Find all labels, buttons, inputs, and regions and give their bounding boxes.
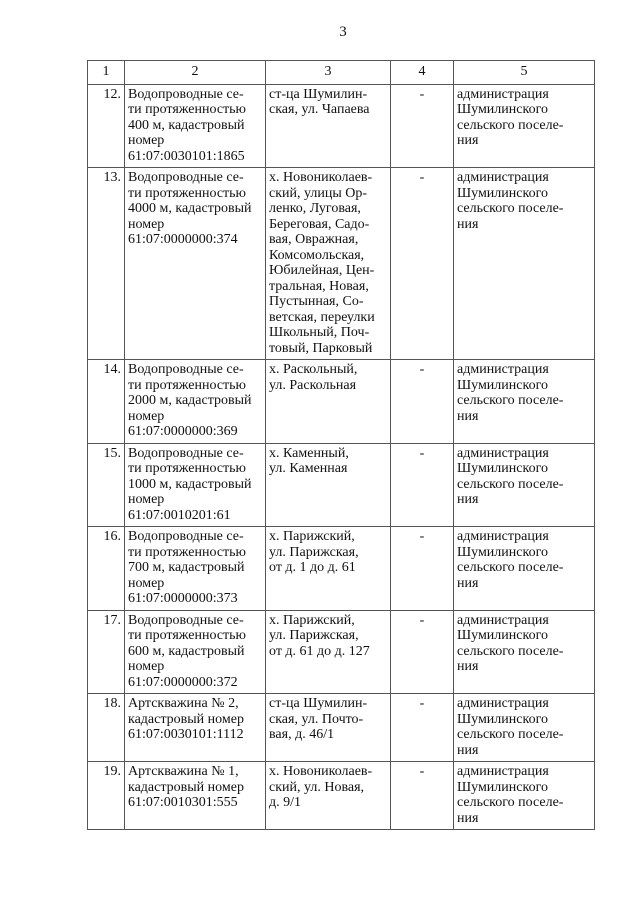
row-number-cell [88,84,125,168]
row-number-text: 12. [103,86,121,102]
header-col-3: 3 [266,61,391,85]
col4-text: - [419,86,425,102]
location-cell [266,527,391,611]
object-name-cell [125,527,266,611]
object-name-cell [125,610,266,694]
table-row [88,527,595,611]
holder-cell [454,610,595,694]
holder-cell [454,443,595,527]
row-number-text: 13. [103,170,121,185]
object-name-text: Водопроводные се- ти протяженностью 2000 м, кадастровый номер 61:07:0000000:369 [128,362,252,439]
row-number-cell [88,443,125,527]
object-name-text: Артскважина № 2, кадастровый номер 61:07:0030101:1112 [128,696,244,742]
object-name-text: Водопроводные се- ти протяженностью 400 м, кадастровый номер 61:07:0030101:1865 [128,86,247,164]
holder-cell [454,694,595,762]
holder-cell [454,168,595,360]
holder-cell [454,527,595,611]
object-name-text: Водопроводные се- ти протяженностью 600 м, кадастровый номер 61:07:0000000:372 [128,612,247,690]
location-text: х. Раскольный, ул. Раскольная [269,362,358,393]
col4-cell [391,168,454,360]
location-text: х. Парижский, ул. Парижская, от д. 61 до д. 127 [269,612,370,659]
header-col-5: 5 [454,61,595,85]
object-name-cell [125,443,266,527]
table-row [88,360,595,444]
row-number-text: 17. [103,612,121,628]
location-cell [266,360,391,444]
row-number-cell [88,527,125,611]
holder-text: администрация Шумилинского сельского поселе- ния [457,170,564,232]
table-row [88,443,595,527]
col4-text: - [419,529,425,544]
page-number: 3 [339,24,347,40]
location-text: х. Каменный, ул. Каменная [269,445,349,476]
location-text: ст-ца Шумилин- ская, ул. Почто- вая, д. 46/1 [269,696,368,742]
location-cell [266,610,391,694]
property-table [87,60,595,830]
row-number-text: 15. [103,445,121,461]
location-cell [266,443,391,527]
col4-cell [391,694,454,762]
object-name-cell [125,694,266,762]
holder-text: администрация Шумилинского сельского поселе- ния [457,612,564,674]
col4-text: - [419,696,425,711]
holder-cell [454,360,595,444]
object-name-text: Водопроводные се- ти протяженностью 700 м, кадастровый номер 61:07:0000000:373 [128,529,247,606]
table-row [88,610,595,694]
table-header-row [88,61,595,85]
location-cell [266,168,391,360]
col4-text: - [419,764,425,779]
row-number-cell [88,762,125,830]
location-text: х. Парижский, ул. Парижская, от д. 1 до д. 61 [269,529,359,575]
table-row [88,168,595,360]
header-col-2: 2 [125,61,266,85]
location-text: х. Новониколаев- ский, ул. Новая, д. 9/1 [269,764,373,810]
holder-cell [454,84,595,168]
table-row [88,762,595,830]
location-cell [266,84,391,168]
object-name-text: Водопроводные се- ти протяженностью 1000 м, кадастровый номер 61:07:0010201:61 [128,445,252,523]
col4-text: - [419,362,425,377]
object-name-text: Водопроводные се- ти протяженностью 4000 м, кадастровый номер 61:07:0000000:374 [128,170,252,247]
holder-text: администрация Шумилинского сельского поселе- ния [457,764,564,826]
col4-cell [391,84,454,168]
col4-text: - [419,170,425,185]
table-row [88,694,595,762]
row-number-text: 16. [103,529,121,544]
table-row [88,84,595,168]
location-cell [266,762,391,830]
header-col-4: 4 [391,61,454,85]
holder-text: администрация Шумилинского сельского поселе- ния [457,86,564,148]
col4-text: - [419,612,425,628]
object-name-cell [125,84,266,168]
holder-text: администрация Шумилинского сельского поселе- ния [457,362,564,424]
row-number-text: 14. [103,362,121,377]
row-number-cell [88,360,125,444]
holder-cell [454,762,595,830]
col4-cell [391,443,454,527]
object-name-cell [125,762,266,830]
location-text: ст-ца Шумилин- ская, ул. Чапаева [269,86,370,117]
holder-text: администрация Шумилинского сельского поселе- ния [457,529,564,591]
location-cell [266,694,391,762]
col4-cell [391,527,454,611]
row-number-text: 18. [103,696,121,711]
col4-text: - [419,445,425,461]
row-number-cell [88,694,125,762]
col4-cell [391,610,454,694]
location-text: х. Новониколаев- ский, улицы Ор- ленко, Луговая, Береговая, Садо- вая, Овражная, Комсомольская, Юбилейная, Цен- тральная, Новая, Пустынная, Со- ветская, переулки Школьный, Поч- товый, Парковый [269,170,375,356]
row-number-cell [88,168,125,360]
object-name-cell [125,168,266,360]
holder-text: администрация Шумилинского сельского поселе- ния [457,445,564,507]
row-number-cell [88,610,125,694]
row-number-text: 19. [103,764,121,779]
object-name-text: Артскважина № 1, кадастровый номер 61:07:0010301:555 [128,764,244,810]
header-col-1: 1 [88,61,125,85]
col4-cell [391,762,454,830]
holder-text: администрация Шумилинского сельского поселе- ния [457,696,564,758]
col4-cell [391,360,454,444]
object-name-cell [125,360,266,444]
